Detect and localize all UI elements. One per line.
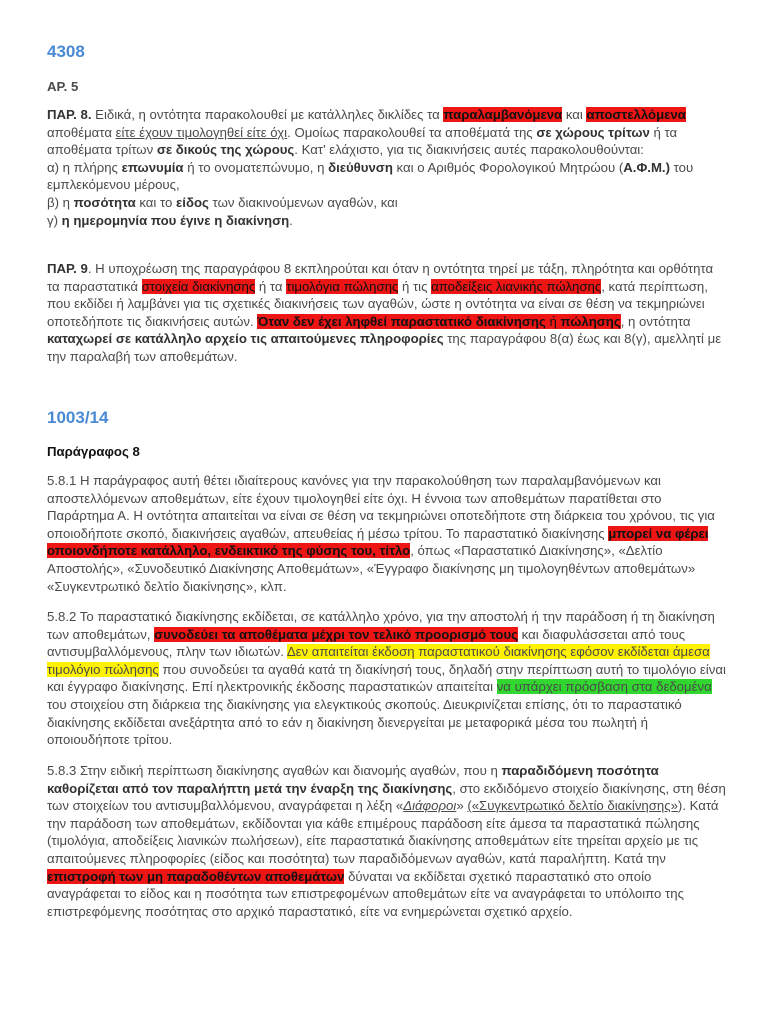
highlight-return-goods: επιστροφή των μη παραδοθέντων αποθεμάτων bbox=[47, 868, 345, 884]
paragraph-5-8-3 bbox=[47, 762, 727, 920]
text: ή το ονοματεπώνυμο, η bbox=[183, 159, 329, 175]
highlight-received: παραλαμβανόμενα bbox=[443, 107, 563, 122]
bold-quantity-determined: παραδιδόμενη ποσότητα καθορίζεται από τον παραλήπτη μετά την έναρξη της διακίνησης bbox=[47, 763, 659, 796]
text: β) η bbox=[47, 194, 74, 210]
text: 5.8.2 Το παραστατικό διακίνησης εκδίδεται, σε κατάλληλο χρόνο, για την αποστολή ή την παράδοση ή τη διακίνηση των αποθεμάτων, bbox=[47, 609, 715, 642]
text: ή τα bbox=[255, 278, 287, 294]
paragraph-9-label: ΠΑΡ. 9 bbox=[47, 261, 88, 276]
text: , η οντότητα bbox=[620, 313, 691, 329]
highlight-retail-receipts: αποδείξεις λιανικής πώλησης bbox=[431, 278, 602, 294]
highlight-dispatch-docs: στοιχεία διακίνησης bbox=[141, 278, 256, 294]
text: , στο εκδιδόμενο στοιχείο διακίνησης, στη θέση των στοιχείων του αντισυμβαλλόμενου, αναγράφεται η λέξη « bbox=[47, 780, 726, 814]
text: και το bbox=[135, 194, 177, 210]
bold: η ημερομηνία που έγινε η διακίνηση bbox=[61, 212, 290, 228]
text: και ο Αριθμός Φορολογικού Μητρώου ( bbox=[392, 159, 624, 175]
text: . Ομοίως παρακολουθεί τα αποθέματά της bbox=[287, 124, 537, 140]
highlight-data-access: να υπάρχει πρόσβαση στα δεδομένα bbox=[496, 679, 712, 695]
list-item-a bbox=[47, 159, 727, 194]
paragraph-8 bbox=[47, 106, 727, 229]
text: και διαφυλάσσεται από τους αντισυμβαλλόμενους, πλην των ιδιωτών. bbox=[47, 626, 686, 660]
text: , κατά περίπτωση, που εκδίδει ή λαμβάνει για τις σχετικές διακινήσεις των αγαθών, ώστε η οντότητα να είναι σε θέση να τεκμηριώνει οποτεδήποτε τις διακινήσεις αυτών. bbox=[47, 278, 708, 329]
text: γ) bbox=[47, 212, 62, 228]
text: που συνοδεύει τα αγαθά κατά τη διακίνησή τους, δηλαδή στην περίπτωση αυτή το τιμολόγιο είναι και έγγραφο διακίνησης. Επί ηλεκτρονικής έκδοσης παραστατικών απαιτείται bbox=[47, 661, 726, 695]
paragraph-5-8-2-body bbox=[47, 608, 727, 749]
underlined-invoiced: είτε έχουν τιμολογηθεί είτε όχι bbox=[115, 124, 288, 140]
bold: Α.Φ.Μ.) bbox=[623, 159, 670, 175]
highlight-sale: πώλησης bbox=[560, 313, 621, 329]
text: ή τα αποθέματα τρίτων bbox=[47, 124, 678, 158]
text: και bbox=[562, 107, 587, 122]
underlined-various: Διάφοροι bbox=[403, 798, 457, 814]
bold-own-premises: σε δικούς της χώρους bbox=[156, 142, 295, 158]
highlight-or: ή bbox=[545, 313, 561, 329]
paragraph-8-subheading: Παράγραφος 8 bbox=[47, 444, 140, 459]
paragraph-5-8-1 bbox=[47, 472, 727, 595]
section-heading-1003-14: 1003/14 bbox=[47, 408, 109, 427]
text: α) η πλήρης bbox=[47, 159, 122, 175]
list-item-c bbox=[47, 212, 727, 230]
highlight-sales-invoices: τιμολόγια πώλησης bbox=[286, 278, 399, 294]
underlined-summary-note: («Συγκεντρωτικό δελτίο διακίνησης» bbox=[467, 798, 678, 814]
text: του στοιχείου στη διάρκεια της διακίνησης για ελεγκτικούς σκοπούς. Διευκρινίζεται επίσης, ότι το παραστατικό διακίνησης εκδίδεται ανεξάρτητα από το εάν η διακίνηση διενεργείται με μεταφορικά μέσα του πωλητή ή οποιουδήποτε τρίτου. bbox=[47, 696, 682, 748]
paragraph-9-body bbox=[47, 260, 727, 366]
text: δύναται να εκδίδεται σχετικό παραστατικό στο οποίο αναγράφεται το είδος και η ποσότητα των επιστρεφομένων αποθεμάτων είτε να αναγράφεται το υπόλοιπο της επιστρεφόμενης ποσότητας στο αρχικό παραστατικό, είτε να ενημερώνεται σχετικό αρχείο. bbox=[47, 868, 684, 919]
bold: ποσότητα bbox=[73, 194, 136, 210]
text: Ειδικά, η οντότητα παρακολουθεί με κατάλληλες δικλίδες τα bbox=[91, 107, 444, 122]
bold: διεύθυνση bbox=[328, 159, 393, 175]
text: . bbox=[289, 212, 293, 228]
bold-third-party: σε χώρους τρίτων bbox=[536, 124, 650, 140]
bold-record-file: καταχωρεί σε κατάλληλο αρχείο τις απαιτούμενες πληροφορίες bbox=[47, 331, 444, 347]
paragraph-5-8-1-body bbox=[47, 472, 727, 595]
text: ή τις bbox=[398, 278, 432, 294]
list-item-b bbox=[47, 194, 727, 212]
highlight-no-document: Όταν δεν έχει ληφθεί παραστατικό διακίνησης bbox=[257, 313, 546, 329]
paragraph-8-body bbox=[47, 106, 727, 159]
text: της παραγράφου 8(α) έως και 8(γ), αμελλητί με την παραλαβή των αποθεμάτων. bbox=[47, 331, 722, 364]
paragraph-5-8-3-body bbox=[47, 762, 727, 920]
bold: είδος bbox=[176, 194, 209, 210]
paragraph-5-8-2 bbox=[47, 608, 727, 749]
highlight-no-dispatch-note: Δεν απαιτείται έκδοση παραστατικού διακίνησης εφόσον εκδίδεται άμεσα τιμολόγιο πώλησης bbox=[47, 644, 710, 677]
text: . Κατ' ελάχιστο, για τις διακινήσεις αυτές παρακολουθούνται: bbox=[294, 142, 644, 158]
highlight-accompanies-goods: συνοδεύει τα αποθέματα μέχρι τον τελικό προορισμό τους bbox=[154, 626, 519, 642]
article-label: ΑΡ. 5 bbox=[47, 79, 79, 94]
text: » bbox=[456, 798, 468, 814]
text: αποθέματα bbox=[47, 124, 116, 140]
text: των διακινούμενων αγαθών, και bbox=[208, 194, 398, 210]
text: του εμπλεκόμενου μέρους, bbox=[47, 159, 694, 193]
text: ). Κατά την παράδοση των αποθεμάτων, εκδίδονται για κάθε επιμέρους παράδοση είτε άμεσα τα παραστατικά πώλησης (τιμολόγια, αποδείξεις λιανικών πωλήσεων), είτε παραστατικά διακίνησης αποθεμάτων είτε τηρείται αρχείο με τις απαιτούμενες πληροφορίες (είδος και ποσότητα) των παραδιδόμενων αγαθών, κατά παραλήπτη. Κατά την bbox=[47, 798, 719, 866]
highlight-dispatched: αποστελλόμενα bbox=[586, 107, 686, 122]
paragraph-9 bbox=[47, 260, 727, 366]
text: 5.8.3 Στην ειδική περίπτωση διακίνησης αγαθών και διανομής αγαθών, που η bbox=[47, 763, 502, 778]
text: 5.8.1 Η παράγραφος αυτή θέτει ιδιαίτερους κανόνες για την παρακολούθηση των παραλαμβανόμενων και αποστελλόμενων αποθεμάτων, είτε έχουν τιμολογηθεί είτε όχι. Η έννοια των αποθεμάτων παρατίθεται στο Παράρτημα Α. Η οντότητα απαιτείται να είναι σε θέση να τεκμηριώνει οποτεδήποτε στη διάρκεια του χρόνου, τις για οποιοδήποτε σκοπό, διακινήσεις αγαθών, απευθείας ή μέσω τρίτου. Το παραστατικό διακίνησης bbox=[47, 473, 715, 541]
text: . Η υποχρέωση της παραγράφου 8 εκπληρούται και όταν η οντότητα τηρεί με τάξη, πληρότητα και ορθότητα τα παραστατικά bbox=[47, 261, 714, 294]
paragraph-8-label: ΠΑΡ. 8. bbox=[47, 107, 92, 122]
section-heading-4308: 4308 bbox=[47, 42, 85, 61]
highlight-any-title: μπορεί να φέρει οποιονδήποτε κατάλληλο, ενδεικτικό της φύσης του, τίτλο bbox=[47, 525, 709, 559]
text: , όπως «Παραστατικό Διακίνησης», «Δελτίο Αποστολής», «Συνοδευτικό Διακίνησης Αποθεμάτων», «Έγγραφο διακίνησης μη τιμολογηθέντων αποθεμάτων» «Συγκεντρωτικό δελτίο διακίνησης», κλπ. bbox=[47, 543, 696, 594]
bold: επωνυμία bbox=[121, 159, 184, 175]
